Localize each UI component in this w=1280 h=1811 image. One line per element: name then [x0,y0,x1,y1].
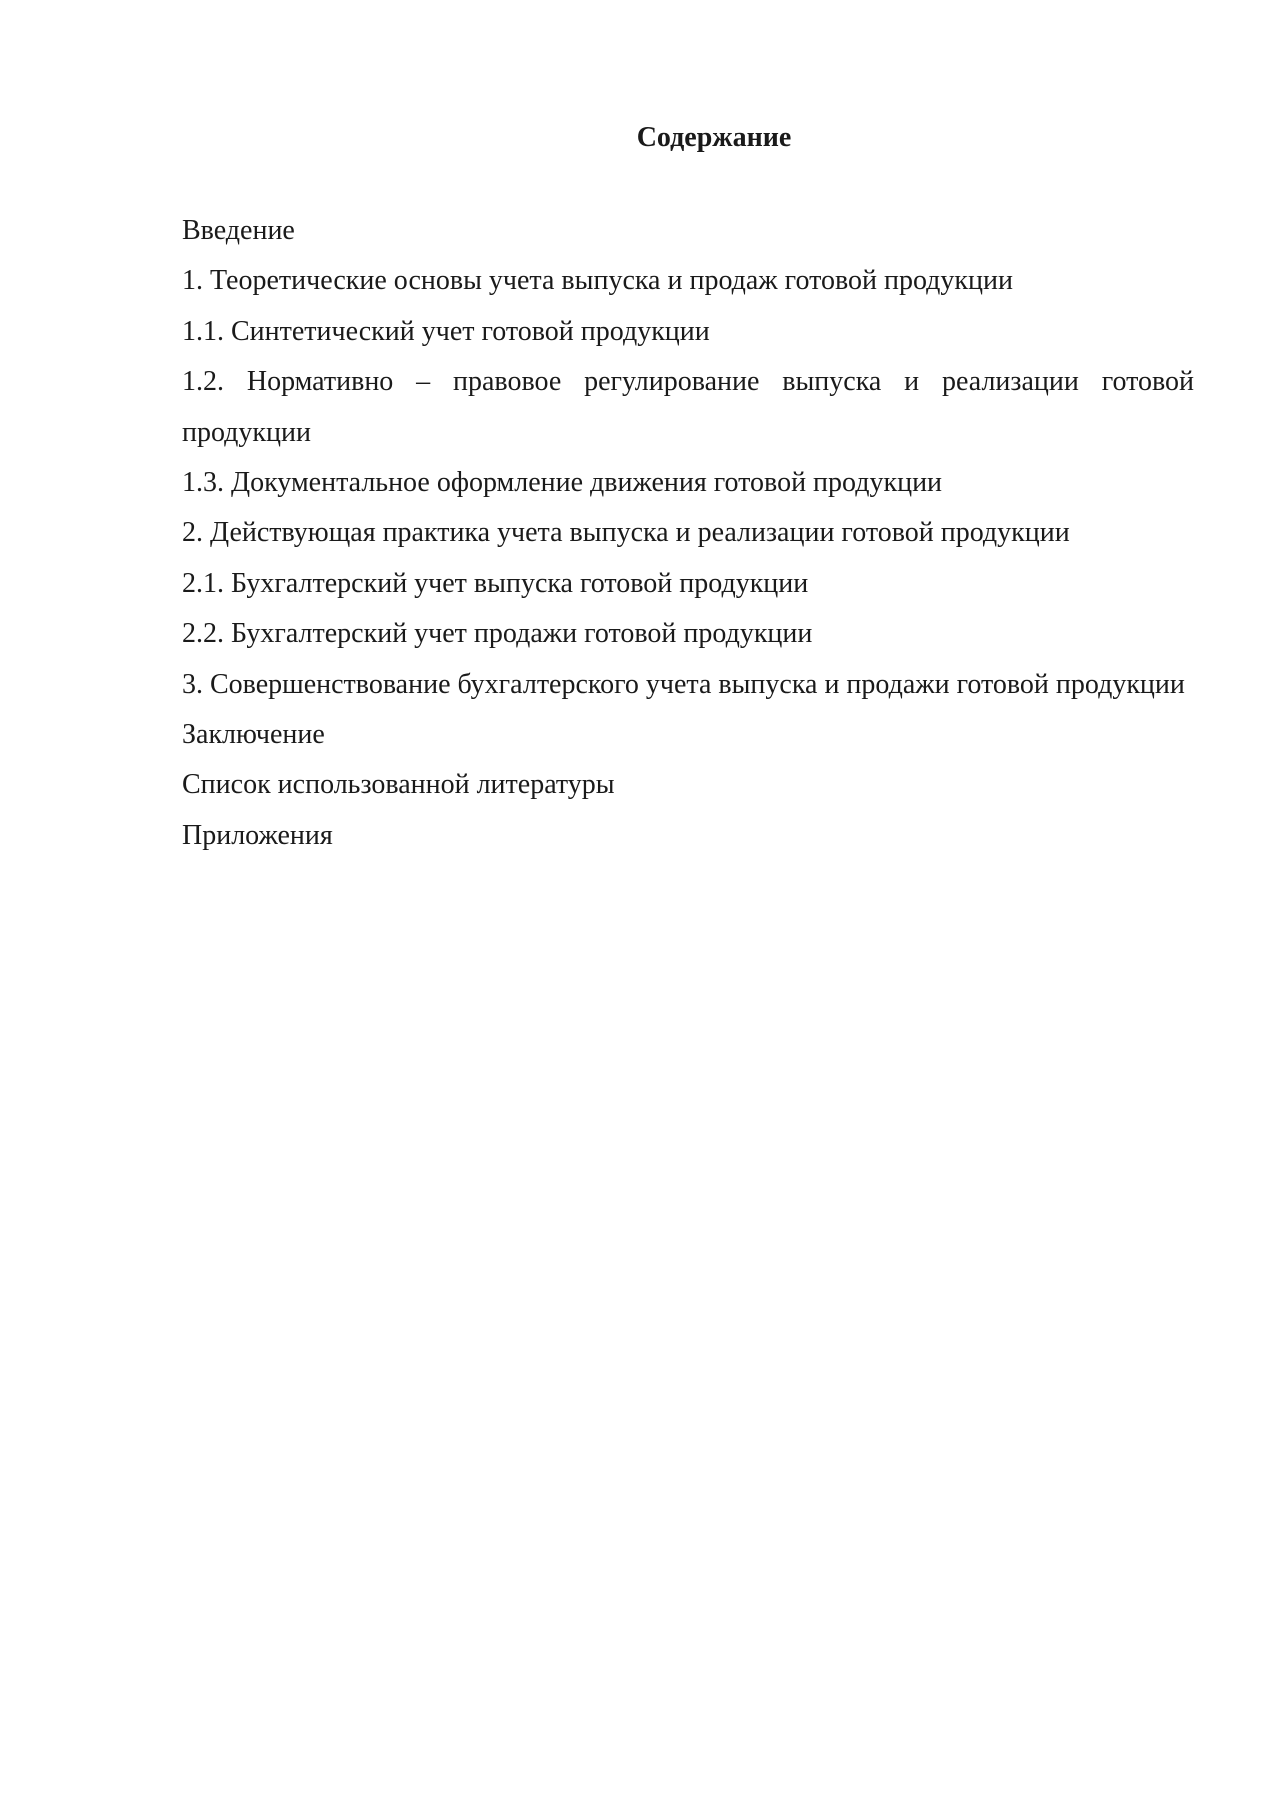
toc-entry-section-2-1: 2.1. Бухгалтерский учет выпуска готовой продукции [182,567,809,599]
toc-entry-section-1-2: 1.2. Нормативно – правовое регулирование выпуска и реализации готовой продукции [182,366,1194,448]
toc-entry-chapter-2: 2. Действующая практика учета выпуска и реализации готовой продукции [182,517,1070,549]
table-of-contents [182,206,1194,861]
toc-entry-conclusion: Заключение [182,719,325,751]
page-title: Содержание [636,122,792,153]
toc-entry-introduction: Введение [182,215,295,246]
toc-entry-appendices: Приложения [182,819,333,851]
toc-entry-section-1-3: 1.3. Документальное оформление движения готовой продукции [182,467,943,499]
toc-entry-bibliography: Список использованной литературы [182,769,615,801]
toc-entry-chapter-1: 1. Теоретические основы учета выпуска и продаж готовой продукции [182,265,1013,297]
toc-entry-chapter-3: 3. Совершенствование бухгалтерского учета выпуска и продажи готовой продукции [182,668,1185,700]
toc-entry-section-1-1: 1.1. Синтетический учет готовой продукции [182,315,710,347]
toc-entry-section-2-2: 2.2. Бухгалтерский учет продажи готовой продукции [182,618,813,650]
